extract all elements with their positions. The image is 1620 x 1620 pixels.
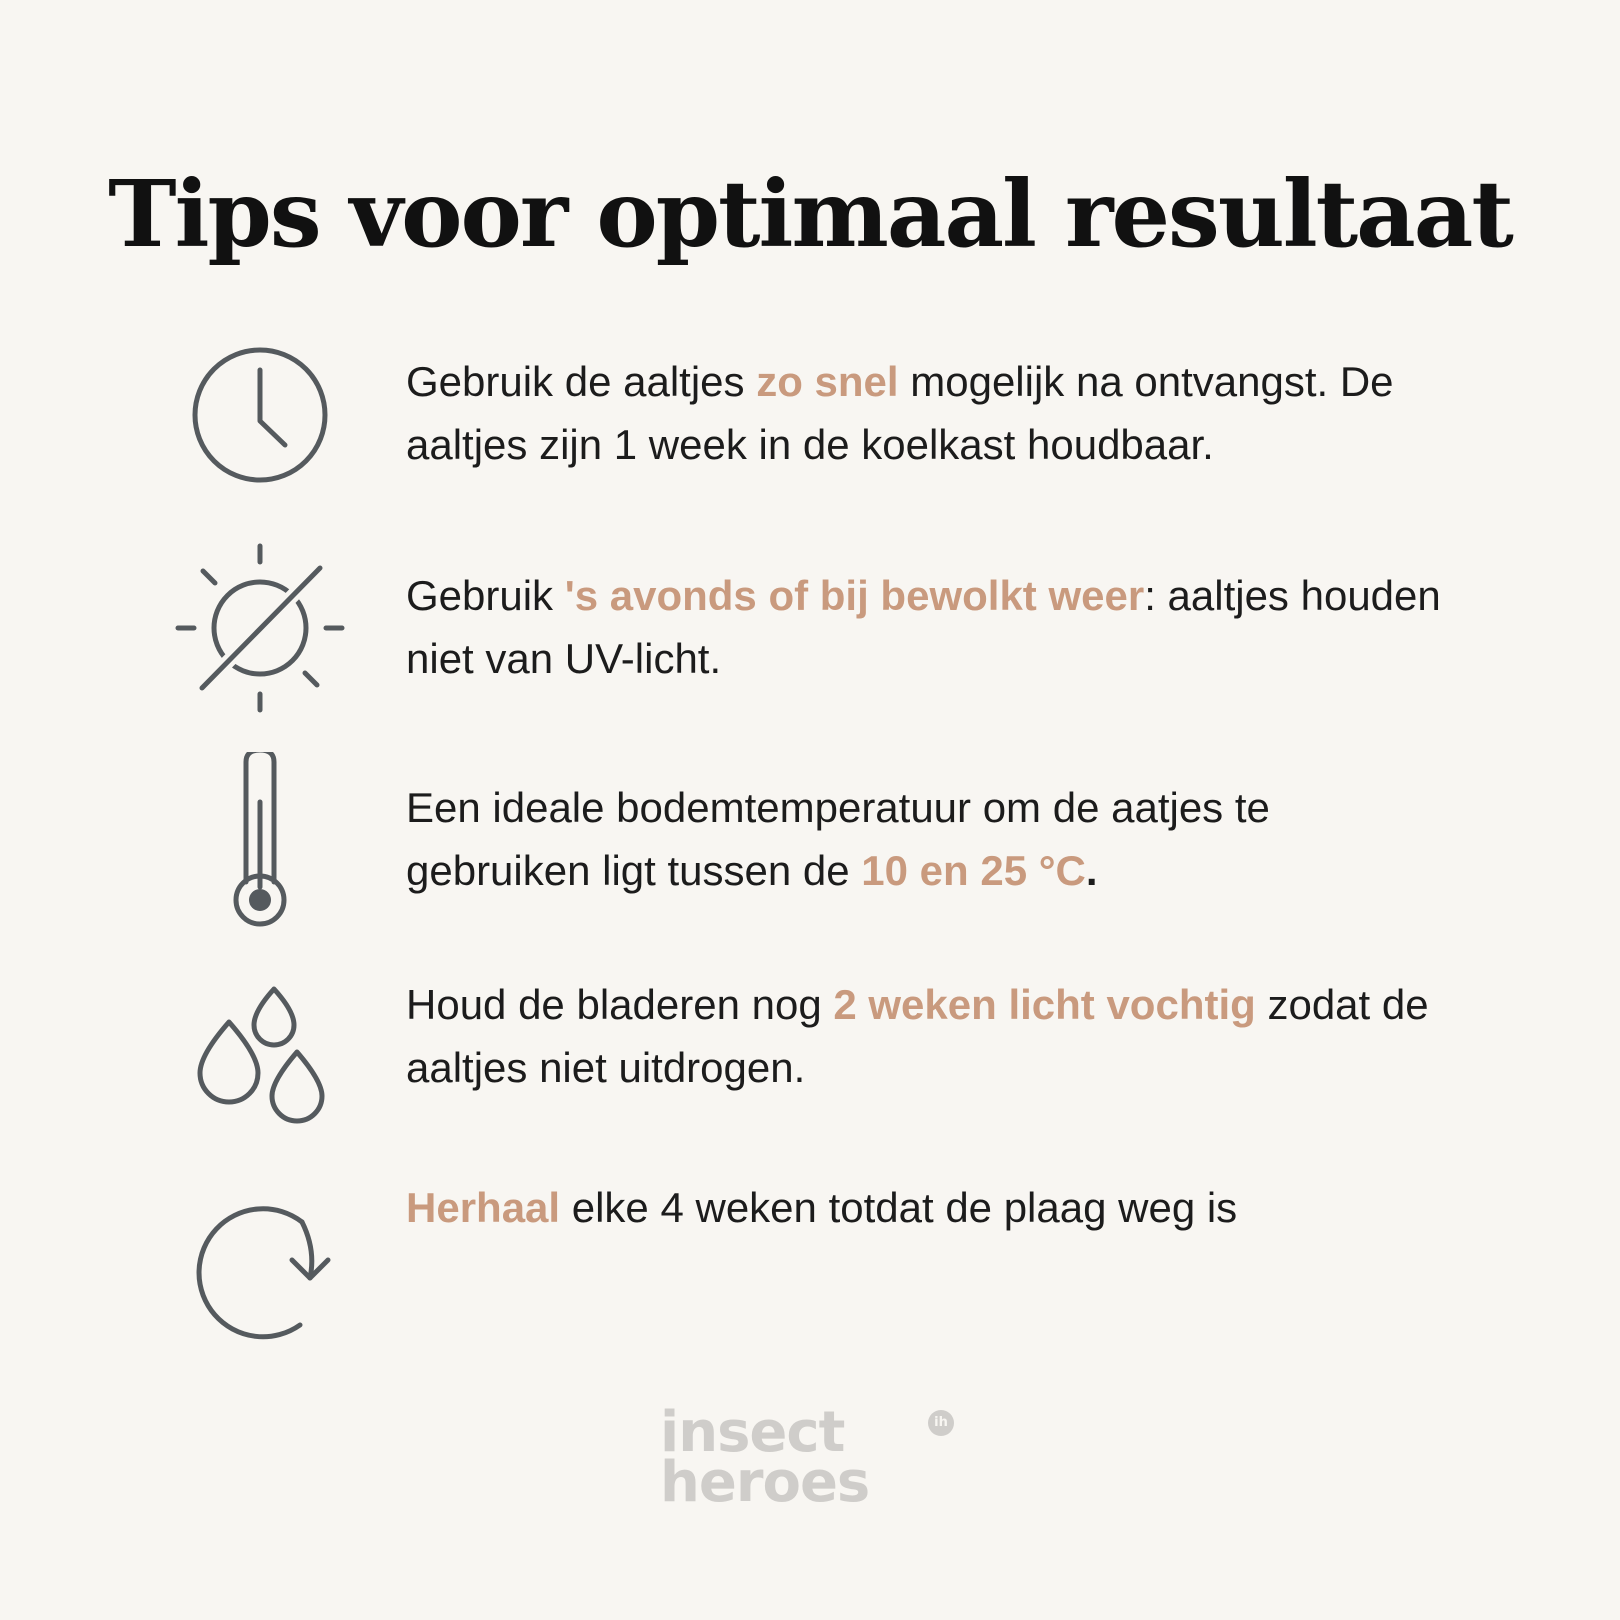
thermometer-icon	[170, 752, 350, 932]
tip-text: Houd de bladeren nog 2 weken licht vochtig zodat de aaltjes niet uitdrogen.	[406, 981, 1429, 1091]
tip-item	[0, 538, 1620, 718]
tip-text: Een ideale bodemtemperatuur om de aatjes te gebruiken ligt tussen de 10 en 25 °C.	[406, 784, 1270, 894]
tip-item	[0, 1180, 1620, 1360]
tip-item	[0, 325, 1620, 505]
logo-line2: heroes	[660, 1450, 870, 1515]
water-drops-icon	[170, 975, 350, 1155]
logo-badge: ih	[928, 1410, 954, 1436]
tip-text: Herhaal elke 4 weken totdat de plaag weg is	[406, 1184, 1238, 1231]
tip-text: Gebruik 's avonds of bij bewolkt weer: aaltjes houden niet van UV-licht.	[406, 572, 1441, 682]
insect-heroes-logo	[660, 1400, 980, 1518]
tip-text: Gebruik de aaltjes zo snel mogelijk na ontvangst. De aaltjes zijn 1 week in de koelkast houdbaar.	[406, 358, 1394, 468]
page-title: Tips voor optimaal resultaat	[108, 160, 1512, 268]
logo-line1: insect	[660, 1400, 845, 1465]
tip-item	[0, 975, 1620, 1155]
no-sun-icon	[170, 538, 350, 718]
tip-item	[0, 752, 1620, 932]
clock-icon	[170, 325, 350, 505]
repeat-icon	[170, 1180, 350, 1360]
